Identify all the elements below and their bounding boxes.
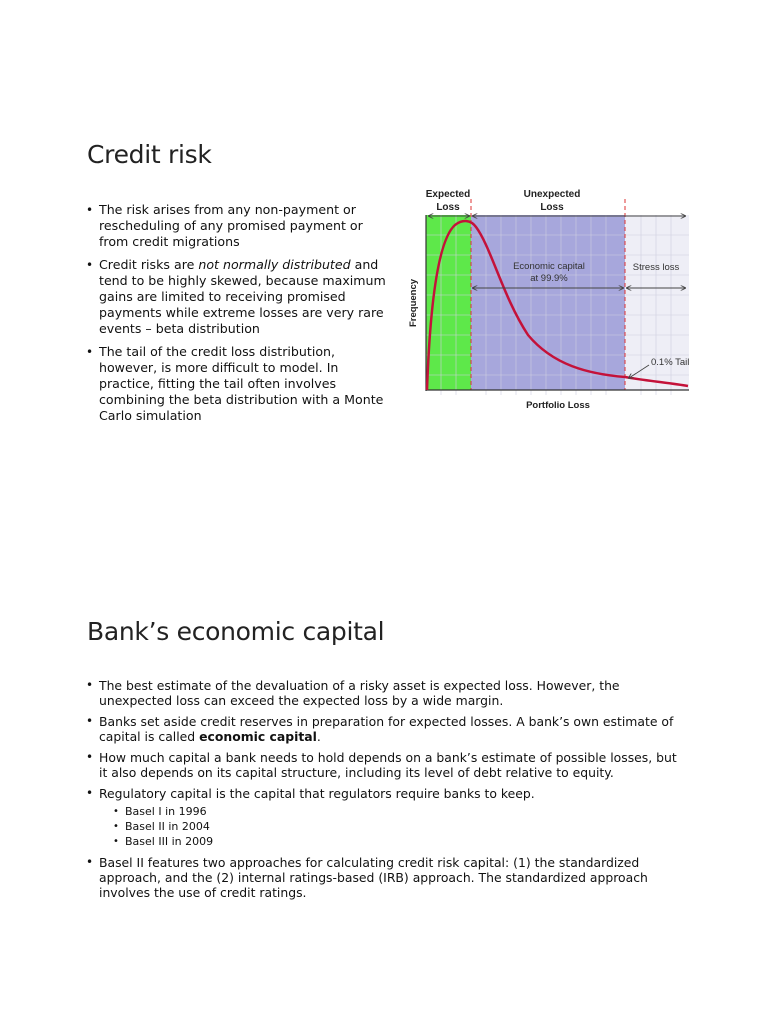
sub-bullet-list: [99, 804, 686, 849]
slide-economic-capital: [0, 512, 768, 1024]
unexpected-loss-label: Unexpected Loss: [523, 189, 581, 213]
bullet-item: • The risk arises from any non-payment or rescheduling of any promised payment or from credit migrations: [86, 202, 386, 250]
bullet-text: Regulatory capital is the capital that regulators require banks to keep.: [99, 786, 535, 801]
bullet-list: [86, 678, 686, 906]
y-axis-label: Frequency: [408, 278, 419, 328]
bullet-item: [86, 257, 386, 337]
expected-loss-label: Expected Loss: [425, 189, 471, 213]
sub-bullet-item: • Basel I in 1996: [113, 804, 686, 819]
sub-bullet-item: • Basel III in 2009: [113, 834, 686, 849]
bullet-item: • How much capital a bank needs to hold depends on a bank’s estimate of possible losses, but it also depends on its capital structure, including its level of debt relative to equity.: [86, 750, 686, 780]
bullet-text: Banks set aside credit reserves in preparation for expected losses. A bank’s own estimate of capital is called: [99, 714, 674, 744]
unexpected-loss-region: [471, 215, 625, 390]
credit-loss-distribution-figure: [403, 185, 704, 415]
bullet-list: [86, 202, 386, 431]
bullet-item: • Basel II features two approaches for calculating credit risk capital: (1) the standardized approach, and the (2) internal ratings-based (IRB) approach. The standardized approach involves the use of credit ratings.: [86, 855, 686, 900]
bullet-text: and tend to be highly skewed, because maximum gains are limited to receiving promised payments while extreme losses are very rare events – beta distribution: [99, 257, 386, 336]
stress-loss-label: Stress loss: [632, 262, 680, 273]
sub-bullet-item: • Basel II in 2004: [113, 819, 686, 834]
slide-title: Bank’s economic capital: [87, 617, 385, 646]
loss-distribution-diagram: [403, 185, 704, 415]
economic-capital-label: Economic capital at 99.9%: [513, 261, 585, 284]
tail-label: 0.1% Tail: [651, 357, 690, 368]
bullet-emphasis: not normally distributed: [198, 257, 351, 272]
bullet-bold-term: economic capital: [199, 729, 317, 744]
x-axis-label: Portfolio Loss: [526, 400, 590, 411]
bullet-item: • The best estimate of the devaluation of a risky asset is expected loss. However, the unexpected loss can exceed the expected loss by a wide margin.: [86, 678, 686, 708]
slide-title: Credit risk: [87, 140, 212, 169]
bullet-text: .: [316, 729, 321, 744]
bullet-item: [86, 786, 686, 849]
bullet-text: Credit risks are: [99, 257, 199, 272]
bullet-item: • The tail of the credit loss distribution, however, is more difficult to model. In practice, fitting the tail often involves combining the beta distribution with a Monte Carlo simulation: [86, 344, 386, 424]
bullet-item: [86, 714, 686, 744]
